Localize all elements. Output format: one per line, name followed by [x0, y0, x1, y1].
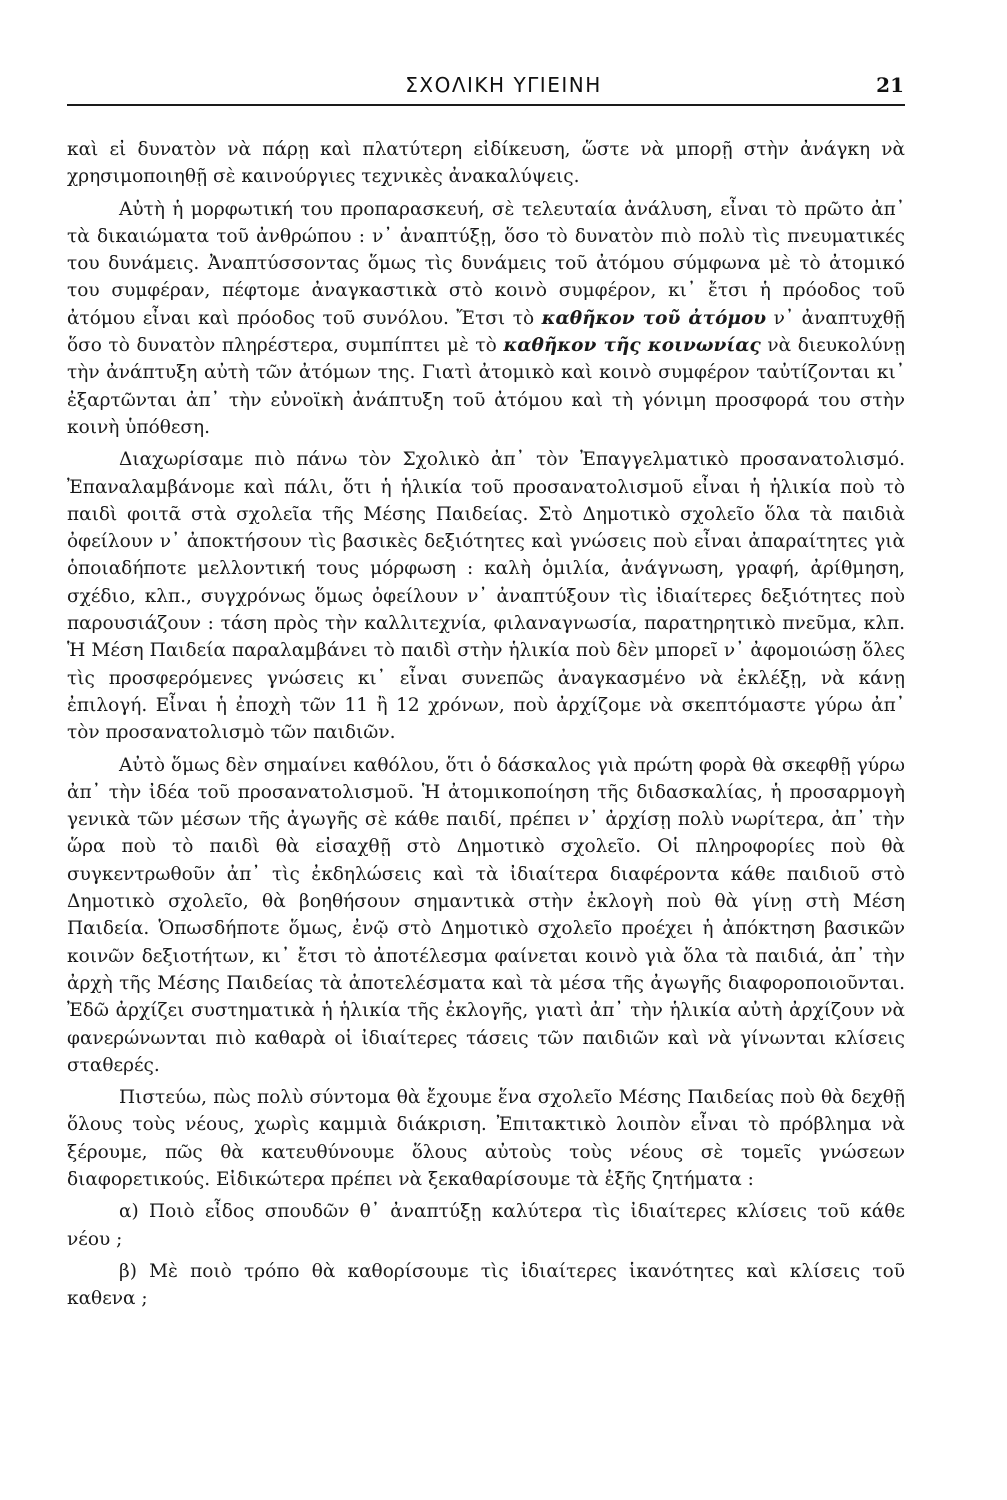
- paragraph-3: Διαχωρίσαμε πιὸ πάνω τὸν Σχολικὸ ἀπ᾿ τὸν Ἐπαγγελματικὸ προσανατολισμό. Ἐπαναλαμβάνομε καὶ πάλι, ὅτι ἡ ἡλικία τοῦ προσανατολισμοῦ εἶναι ἡ ἡλικία ποὺ τὸ παιδὶ φοιτᾶ στὰ σχολεῖα τῆς Μέσης Παιδείας. Στὸ Δημοτικὸ σχολεῖο ὅλα τὰ παιδιὰ ὀφείλουν ν᾿ ἀποκτήσουν τὶς βασικὲς δεξιότητες καὶ γνώσεις ποὺ εἶναι ἀπαραίτητες γιὰ ὁποιαδήποτε μελλοντική τους μόρφωση : καλὴ ὁμιλία, ἀνάγνωση, γραφή, ἀρίθμηση, σχέδιο, κλπ., συγχρόνως ὅμως ὀφείλουν ν᾿ ἀναπτύξουν τὶς ἰδιαίτερες δεξιότητες ποὺ παρουσιάζουν : τάση πρὸς τὴν καλλιτεχνία, φιλαναγνωσία, παρατηρητικὸ πνεῦμα, κλπ. Ἡ Μέση Παιδεία παραλαμβάνει τὸ παιδὶ στὴν ἡλικία ποὺ δὲν μπορεῖ ν᾿ ἀφομοιώσῃ ὅλες τὶς προσφερόμενες γνώσεις κι᾿ εἶναι συνεπῶς ἀναγκασμένο νὰ ἐκλέξῃ, νὰ κάνῃ ἐπιλογή. Εἶναι ἡ ἐποχὴ τῶν 11 ἢ 12 χρόνων, ποὺ ἀρχίζομε νὰ σκεπτόμαστε γύρω ἀπ᾿ τὸν προσανατολισμὸ τῶν παιδιῶν.: [67, 449, 905, 744]
- paragraph-5: Πιστεύω, πὼς πολὺ σύντομα θὰ ἔχουμε ἕνα σχολεῖο Μέσης Παιδείας ποὺ θὰ δεχθῇ ὅλους τοὺς νέους, χωρὶς καμμιὰ διάκριση. Ἐπιτακτικὸ λοιπὸν εἶναι τὸ πρόβλημα νὰ ξέρουμε, πῶς θὰ κατευθύνουμε ὅλους αὐτοὺς τοὺς νέους σὲ τομεῖς γνώσεων διαφορετικούς. Εἰδικώτερα πρέπει νὰ ξεκαθαρίσουμε τὰ ἑξῆς ζητήματα :: [67, 1087, 905, 1190]
- page-number: 21: [876, 73, 904, 97]
- emphasis-duty-of-society: καθῆκον τῆς κοινωνίας: [503, 335, 761, 357]
- question-a: α) Ποιὸ εἶδος σπουδῶν θ᾿ ἀναπτύξῃ καλύτερα τὶς ἰδιαίτερες κλίσεις τοῦ κάθε νέου ;: [67, 1201, 905, 1250]
- paragraph-2-part-b: ν᾿ ἀναπτυχθῇ ὅσο τὸ δυνατὸν πληρέστερα, συμπίπτει μὲ τὸ: [67, 307, 905, 357]
- paragraph-2-part-a: Αὐτὴ ἡ μορφωτική του προπαρασκευή, σὲ τελευταία ἀνάλυση, εἶναι τὸ πρῶτο ἀπ᾿ τὰ δικαιώματα τοῦ ἀνθρώπου : ν᾿ ἀναπτύξῃ, ὅσο τὸ δυνατὸν πιὸ πολὺ τὶς πνευματικές του δυνάμεις. Ἀναπτύσσοντας ὅμως τὶς δυνάμεις τοῦ ἀτόμου σύμφωνα μὲ τὸ ἀτομικό του συμφέραν, πέφτομε ἀναγκαστικὰ στὸ κοινὸ συμφέρον, κι᾿ ἔτσι ἡ πρόοδος τοῦ ἀτόμου εἶναι καὶ πρόοδος τοῦ συνόλου. Ἔτσι τὸ: [67, 198, 905, 329]
- paragraph-2-part-c: νὰ διευκολύνῃ τὴν ἀνάπτυξη αὐτὴ τῶν ἀτόμων της. Γιατὶ ἀτομικὸ καὶ κοινὸ συμφέρον ταὐτίζονται κι᾿ ἐξαρτῶνται ἀπ᾿ τὴν εὐνοϊκὴ ἀνάπτυξη τοῦ ἀτόμου καὶ τὴ γόνιμη προσφορά του στὴν κοινὴ ὑπόθεση.: [67, 335, 905, 438]
- paragraph-2: [67, 196, 905, 442]
- paragraph-1: καὶ εἰ δυνατὸν νὰ πάρῃ καὶ πλατύτερη εἰδίκευση, ὥστε νὰ μπορῇ στὴν ἀνάγκη νὰ χρησιμοποιηθῇ σὲ καινούργιες τεχνικὲς ἀνακαλύψεις.: [67, 139, 905, 188]
- running-header-title: ΣΧΟΛΙΚΗ ΥΓΙΕΙΝΗ: [405, 73, 602, 97]
- emphasis-duty-of-individual: καθῆκον τοῦ ἀτόμου: [541, 307, 767, 329]
- body-text: [67, 136, 905, 1317]
- paragraph-4: Αὐτὸ ὅμως δὲν σημαίνει καθόλου, ὅτι ὁ δάσκαλος γιὰ πρώτη φορὰ θὰ σκεφθῇ γύρω ἀπ᾿ τὴν ἰδέα τοῦ προσανατολισμοῦ. Ἡ ἀτομικοποίηση τῆς διδασκαλίας, ἡ προσαρμογὴ γενικὰ τῶν μέσων τῆς ἀγωγῆς σὲ κάθε παιδί, πρέπει ν᾿ ἀρχίσῃ πολὺ νωρίτερα, ἀπ᾿ τὴν ὥρα ποὺ τὸ παιδὶ θὰ εἰσαχθῇ στὸ Δημοτικὸ σχολεῖο. Οἱ πληροφορίες ποὺ θὰ συγκεντρωθοῦν ἀπ᾿ τὶς ἐκδηλώσεις καὶ τὰ ἰδιαίτερα διαφέροντα κάθε παιδιοῦ στὸ Δημοτικὸ σχολεῖο, θὰ βοηθήσουν σημαντικὰ στὴν ἐκλογὴ ποὺ θὰ γίνῃ στὴ Μέση Παιδεία. Ὁπωσδήποτε ὅμως, ἐνῷ στὸ Δημοτικὸ σχολεῖο προέχει ἡ ἀπόκτηση βασικῶν κοινῶν δεξιοτήτων, κι᾿ ἔτσι τὸ ἀποτέλεσμα φαίνεται κοινὸ γιὰ ὅλα τὰ παιδιά, ἀπ᾿ τὴν ἀρχὴ τῆς Μέσης Παιδείας τὰ ἀποτελέσματα καὶ τὰ μέσα τῆς ἀγωγῆς διαφοροποιοῦνται. Ἐδῶ ἀρχίζει συστηματικὰ ἡ ἡλικία τῆς ἐκλογῆς, γιατὶ ἀπ᾿ τὴν ἡλικία αὐτὴ ἀρχίζουν νὰ φανερώνωνται πιὸ καθαρὰ οἱ ἰδιαίτερες τάσεις τῶν παιδιῶν καὶ νὰ γίνωνται κλίσεις σταθερές.: [67, 754, 905, 1076]
- header-rule: [67, 104, 905, 106]
- question-b: β) Μὲ ποιὸ τρόπο θὰ καθορίσουμε τὶς ἰδιαίτερες ἱκανότητες καὶ κλίσεις τοῦ καθενα ;: [67, 1260, 905, 1310]
